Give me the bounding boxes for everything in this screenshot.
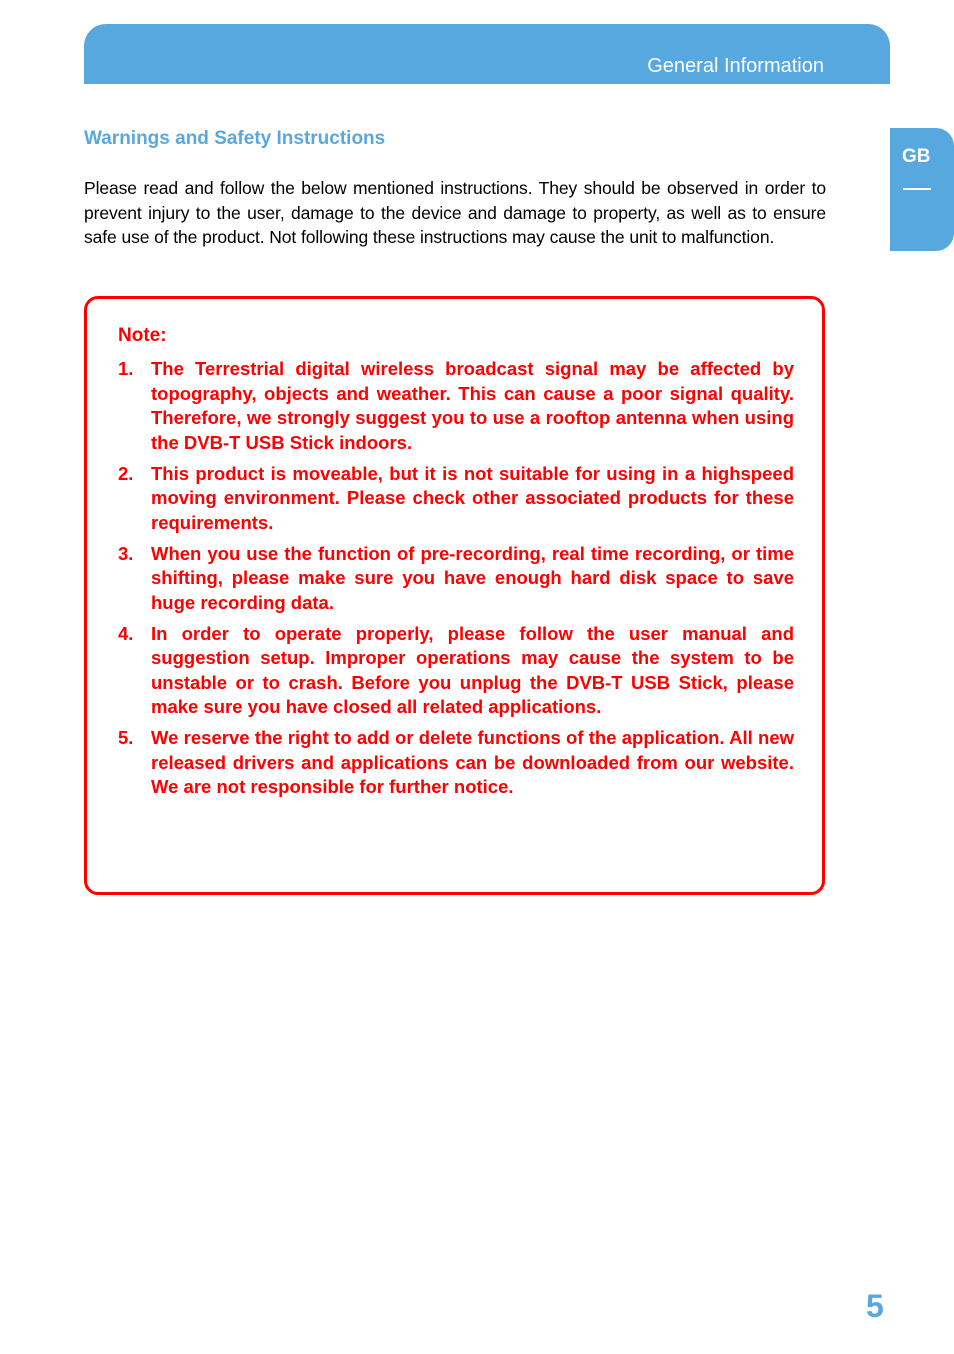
language-tab [890,128,954,251]
note-item [118,622,794,720]
intro-paragraph: Please read and follow the below mentioned instructions. They should be observed in order to prevent injury to the user, damage to the device and damage to property, as well as to ensure safe use of the product. Not following these instructions may cause the unit to malfunction. [84,178,826,247]
note-heading: Note: [118,325,167,346]
page-number: 5 [866,1288,884,1324]
note-item-number: 5. [118,727,134,748]
note-item-number: 1. [118,358,134,379]
note-item [118,357,794,455]
note-item [118,542,794,616]
note-item-text: In order to operate properly, please follow the user manual and suggestion setup. Improper operations may cause the system to be unstable or to crash. Before you unplug the DVB-T USB Stick, please make sure you have closed all related applications. [151,622,794,717]
header-title: General Information [647,55,824,77]
note-item [118,726,794,800]
header-bar [84,24,890,84]
note-item-text: When you use the function of pre-recording, real time recording, or time shifting, please make sure you have enough hard disk space to save huge recording data. [151,542,794,613]
note-item-number: 2. [118,462,134,484]
note-item [118,462,794,536]
note-item-number: 4. [118,622,134,644]
note-item-number: 3. [118,542,134,564]
note-item-text: The Terrestrial digital wireless broadcast signal may be affected by topography, objects and weather. This can cause a poor signal quality. Therefore, we strongly suggest you to use a rooftop antenna when using the DVB-T USB Stick indoors. [151,358,794,453]
note-box [84,296,825,895]
note-list [118,357,794,806]
note-item-text: This product is moveable, but it is not suitable for using in a highspeed moving environment. Please check other associated products for these requirements. [151,462,794,533]
language-tab-label: GB [902,146,931,167]
section-heading: Warnings and Safety Instructions [84,128,386,149]
note-item-text: We reserve the right to add or delete functions of the application. All new released drivers and applications can be downloaded from our website. We are not responsible for further notice. [151,727,794,797]
language-tab-divider [903,188,931,190]
